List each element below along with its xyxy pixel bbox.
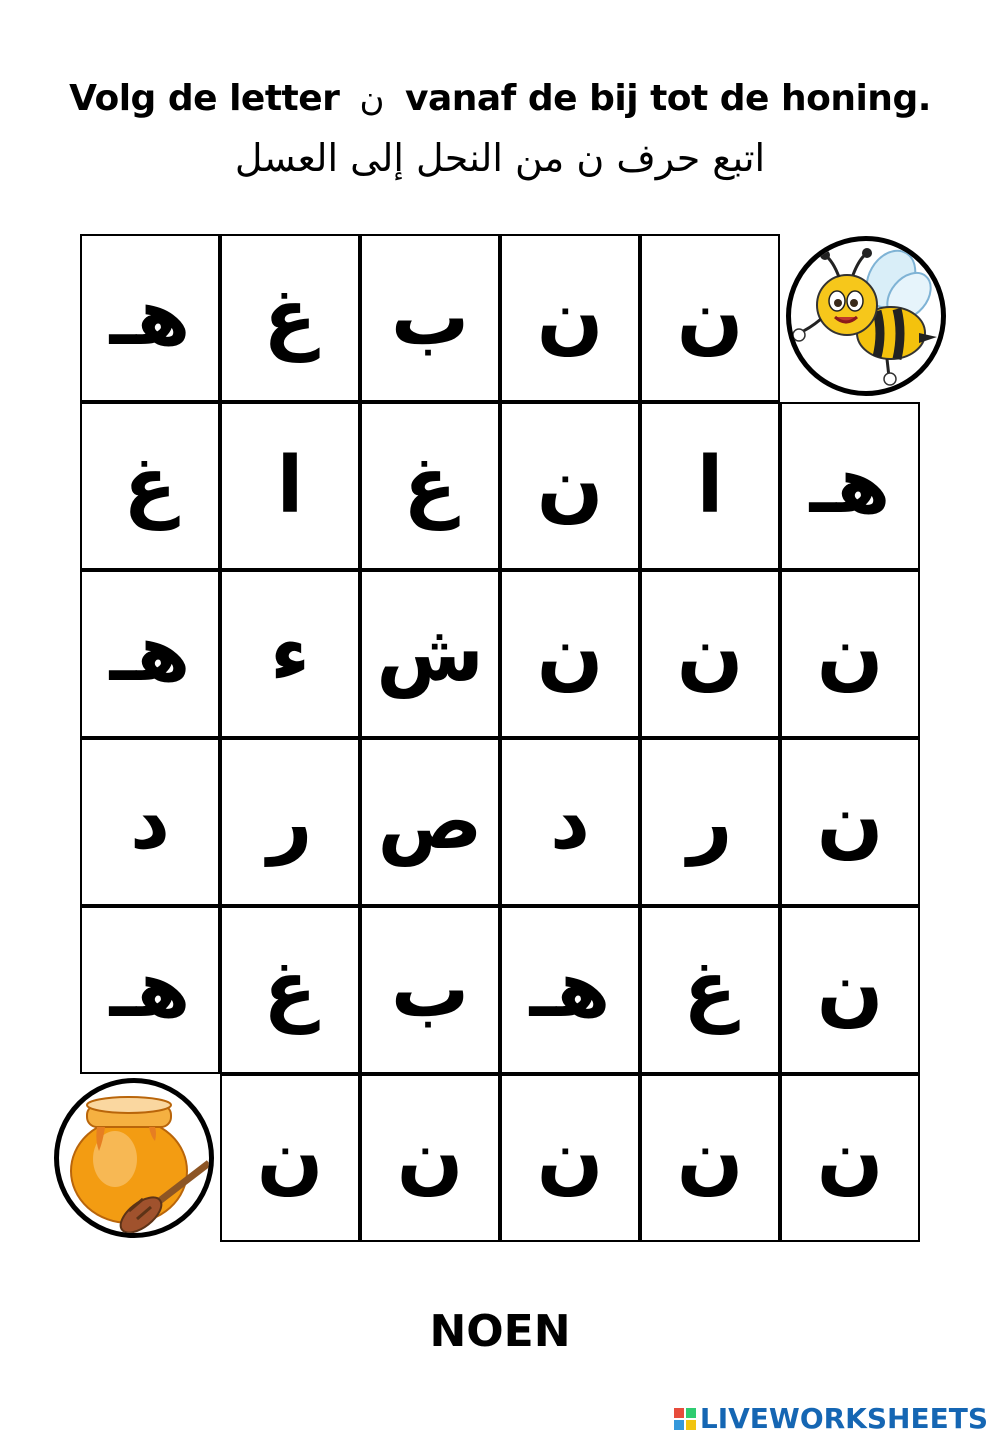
maze-cell[interactable]: ب	[360, 906, 500, 1074]
maze-cell[interactable]: هـ	[500, 906, 640, 1074]
target-letter: ن	[359, 79, 385, 119]
instruction-dutch-before: Volg de letter	[69, 78, 340, 119]
bee-image	[786, 236, 946, 396]
maze-cell[interactable]: ش	[360, 570, 500, 738]
maze-cell[interactable]: ن	[640, 570, 780, 738]
maze-cell[interactable]: ن	[780, 906, 920, 1074]
maze-cell[interactable]: ن	[640, 1074, 780, 1242]
instruction-arabic: اتبع حرف ن من النحل إلى العسل	[234, 136, 766, 180]
maze-cell[interactable]: ن	[360, 1074, 500, 1242]
honey-pot-icon	[59, 1083, 209, 1233]
maze-cell[interactable]: ا	[640, 402, 780, 570]
maze-cell[interactable]: ن	[500, 234, 640, 402]
maze-cell[interactable]: ن	[500, 1074, 640, 1242]
maze-cell[interactable]: غ	[220, 234, 360, 402]
maze-cell[interactable]: ر	[220, 738, 360, 906]
maze-cell[interactable]: ء	[220, 570, 360, 738]
maze-cell[interactable]: ن	[780, 738, 920, 906]
brand-text: LIVEWORKSHEETS	[699, 1402, 988, 1435]
bee-icon	[791, 241, 941, 391]
maze-cell[interactable]: د	[80, 738, 220, 906]
instruction-dutch-after: vanaf de bij tot de honing.	[405, 78, 931, 119]
maze-cell[interactable]: ن	[500, 570, 640, 738]
maze-cell[interactable]: غ	[640, 906, 780, 1074]
maze-cell[interactable]: ن	[780, 570, 920, 738]
maze-cell[interactable]: غ	[220, 906, 360, 1074]
maze-cell[interactable]: د	[500, 738, 640, 906]
maze-cell[interactable]: هـ	[780, 402, 920, 570]
maze-cell[interactable]: ب	[360, 234, 500, 402]
liveworksheets-brand[interactable]	[674, 1402, 988, 1435]
maze-cell[interactable]: ا	[220, 402, 360, 570]
honey-image	[54, 1078, 214, 1238]
maze-cell[interactable]: ن	[640, 234, 780, 402]
maze-cell[interactable]: ن	[500, 402, 640, 570]
maze-cell[interactable]: ن	[220, 1074, 360, 1242]
maze-cell[interactable]: هـ	[80, 570, 220, 738]
maze-cell[interactable]: غ	[80, 402, 220, 570]
maze-cell[interactable]: هـ	[80, 234, 220, 402]
maze-cell[interactable]: ر	[640, 738, 780, 906]
liveworksheets-logo-icon	[674, 1408, 696, 1430]
maze-cell[interactable]: ن	[780, 1074, 920, 1242]
maze-cell[interactable]: هـ	[80, 906, 220, 1074]
maze-cell[interactable]: ص	[360, 738, 500, 906]
footer-word: NOEN	[429, 1306, 571, 1357]
instruction-dutch	[0, 78, 1000, 119]
maze-cell[interactable]: غ	[360, 402, 500, 570]
